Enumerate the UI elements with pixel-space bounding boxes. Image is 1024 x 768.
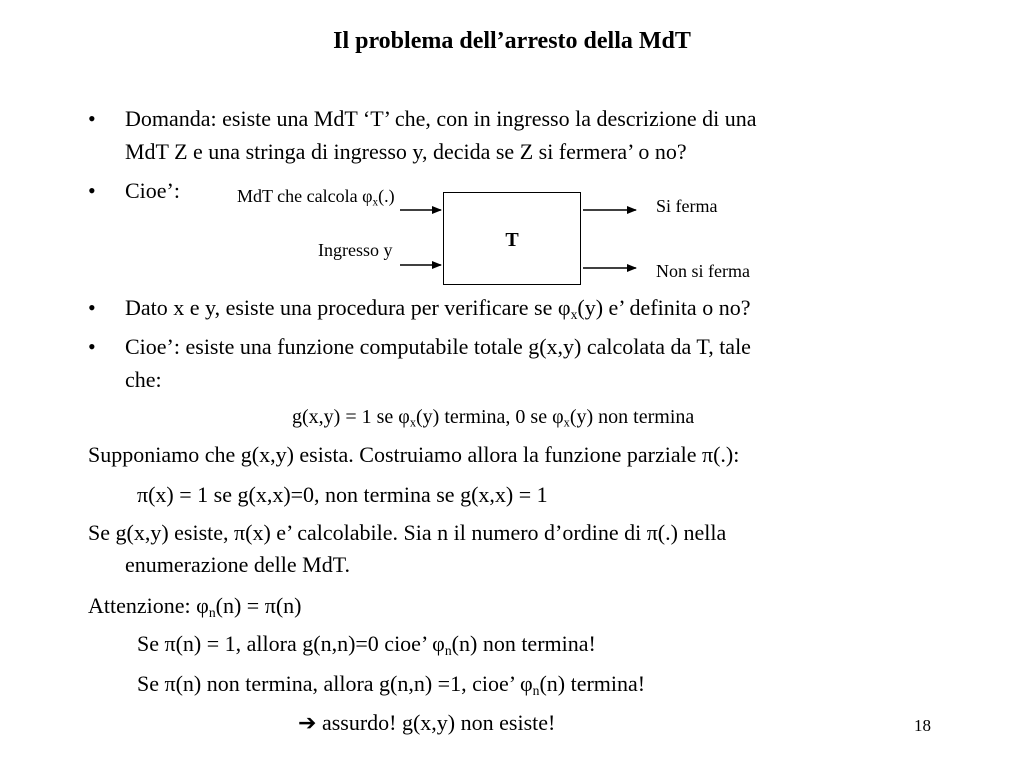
bullet-marker: • (88, 334, 96, 359)
total-function-line-1: Cioe’: esiste una funzione computabile totale g(x,y) calcolata da T, tale (125, 334, 751, 359)
pi-definition: π(x) = 1 se g(x,x)=0, non termina se g(x,x) = 1 (137, 482, 548, 507)
computable-paragraph-line-1: Se g(x,y) esiste, π(x) e’ calcolabile. Sia n il numero d’ordine di π(.) nella (88, 520, 727, 545)
diagram-input-machine-label: MdT che calcola $\varphi_x(.)$ (237, 186, 395, 209)
diagram-input-string-label: Ingresso y (318, 240, 393, 260)
conclusion-line: ➔ assurdo! g(x,y) non esiste! (298, 710, 556, 735)
diagram-output-halts-label: Si ferma (656, 196, 718, 216)
computable-paragraph-line-2: enumerazione delle MdT. (125, 552, 350, 577)
case-pi-not-halt: Se π(n) non termina, allora g(n,n) =1, cioe’ $\varphi_n(n)$ termina! (137, 671, 646, 699)
turing-machine-label: T (505, 229, 519, 251)
suppose-paragraph: Supponiamo che g(x,y) esista. Costruiamo allora la funzione parziale π(.): (88, 442, 740, 467)
slide-title: Il problema dell’arresto della MdT (333, 28, 691, 54)
attention-line: Attenzione: $\varphi_n(n) = \pi(n)$ (88, 593, 302, 621)
total-function-line-2: che: (125, 367, 162, 392)
phi-symbol: φ (196, 593, 209, 618)
page-number: 18 (914, 716, 931, 735)
question-line-2: MdT Z e una stringa di ingresso y, decida se Z si fermera’ o no? (125, 139, 687, 164)
case-pi-one: Se π(n) = 1, allora g(n,n)=0 cioe’ $\varphi_n(n)$ non termina! (137, 631, 596, 659)
phi-symbol: φ (552, 406, 564, 428)
g-definition-formula: g(x,y) = 1 se $\varphi_x(y)$ termina, 0 se $\varphi_x(y)$ non termina (292, 406, 695, 430)
phi-symbol: φ (432, 631, 445, 656)
bullet-marker: • (88, 295, 96, 320)
phi-symbol: φ (519, 671, 533, 696)
procedure-question: Dato x e y, esiste una procedura per verificare se $\varphi_x(y)$ e’ definita o no? (125, 295, 751, 323)
phi-symbol: φ (362, 186, 373, 206)
right-arrow-icon: ➔ (298, 710, 317, 735)
cioe-label: Cioe’: (125, 178, 180, 203)
bullet-marker: • (88, 106, 96, 131)
phi-symbol: φ (398, 406, 410, 428)
bullet-marker: • (88, 178, 96, 203)
phi-symbol: φ (557, 295, 571, 320)
question-line-1: Domanda: esiste una MdT ‘T’ che, con in ingresso la descrizione di una (125, 106, 757, 131)
diagram-output-not-halts-label: Non si ferma (656, 261, 750, 281)
